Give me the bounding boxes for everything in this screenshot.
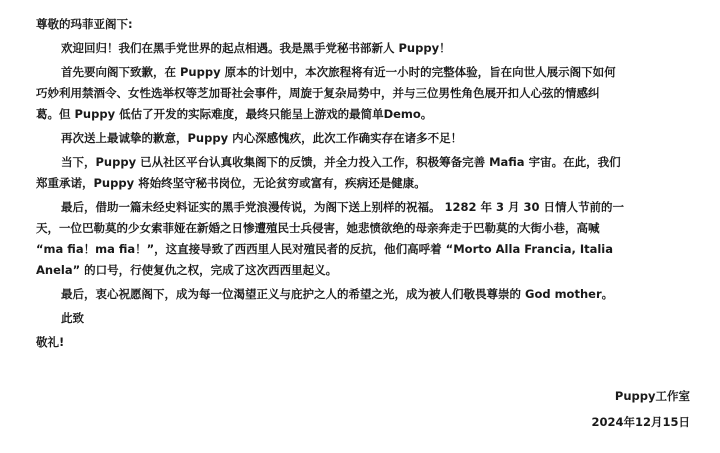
letter-body — [36, 14, 696, 353]
paragraph-line: 天，一位巴勒莫的少女索菲娅在新婚之日惨遭殖民士兵侵害，她悲愤欲绝的母亲奔走于巴勒莫的大街小巷，高喊 — [36, 221, 600, 235]
paragraph-line: 巧妙利用禁酒令、女性选举权等芝加哥社会事件，周旋于复杂局势中，并与三位男性角色展开扣人心弦的情感纠 — [36, 86, 600, 100]
date: 2024年12月15日 — [591, 415, 690, 429]
paragraph-line: 首先要向阁下致歉，在 Puppy 原本的计划中，本次旅程将有近一小时的完整体验，旨在向世人展示阁下如何 — [61, 65, 616, 79]
paragraph-regret — [36, 128, 696, 149]
paragraph-line: 郑重承诺，Puppy 将始终坚守秘书岗位，无论贫穷或富有，疾病还是健康。 — [36, 176, 426, 190]
paragraph-welcome — [36, 38, 696, 59]
signature-block — [591, 383, 690, 435]
paragraph-apology — [36, 62, 696, 125]
paragraph-line: 当下，Puppy 已从社区平台认真收集阁下的反馈，并全力投入工作，积极筹备完善 Mafia 宇宙。在此，我们 — [61, 155, 621, 169]
paragraph-line: 欢迎回归！我们在黑手党世界的起点相遇。我是黑手党秘书部新人 Puppy！ — [61, 41, 451, 55]
closing-cizhi: 此致 — [61, 311, 84, 325]
paragraph-line: 最后，衷心祝愿阁下，成为每一位渴望正义与庇护之人的希望之光，成为被人们敬畏尊崇的 God mother。 — [61, 287, 614, 301]
paragraph-commitment — [36, 152, 696, 194]
paragraph-line: “ma fia！ma fia！”，这直接导致了西西里人民对殖民者的反抗，他们高呼着 “Morto Alla Francia, Italia — [36, 242, 614, 256]
paragraph-blessing — [36, 284, 696, 305]
paragraph-legend — [36, 197, 696, 281]
signature: Puppy工作室 — [614, 389, 690, 403]
salutation: 尊敬的玛菲亚阁下: — [36, 17, 133, 31]
paragraph-line: 最后，借助一篇未经史料证实的黑手党浪漫传说，为阁下送上别样的祝福。 1282 年 3 月 30 日情人节前的一 — [61, 200, 625, 214]
closing-jingli: 敬礼! — [36, 335, 65, 349]
paragraph-line: 再次送上最诚挚的歉意，Puppy 内心深感愧疚，此次工作确实存在诸多不足！ — [61, 131, 463, 145]
paragraph-line: 葛。但 Puppy 低估了开发的实际难度，最终只能呈上游戏的最简单Demo。 — [36, 107, 433, 121]
paragraph-line: Anela” 的口号，行使复仇之权，完成了这次西西里起义。 — [36, 263, 338, 277]
